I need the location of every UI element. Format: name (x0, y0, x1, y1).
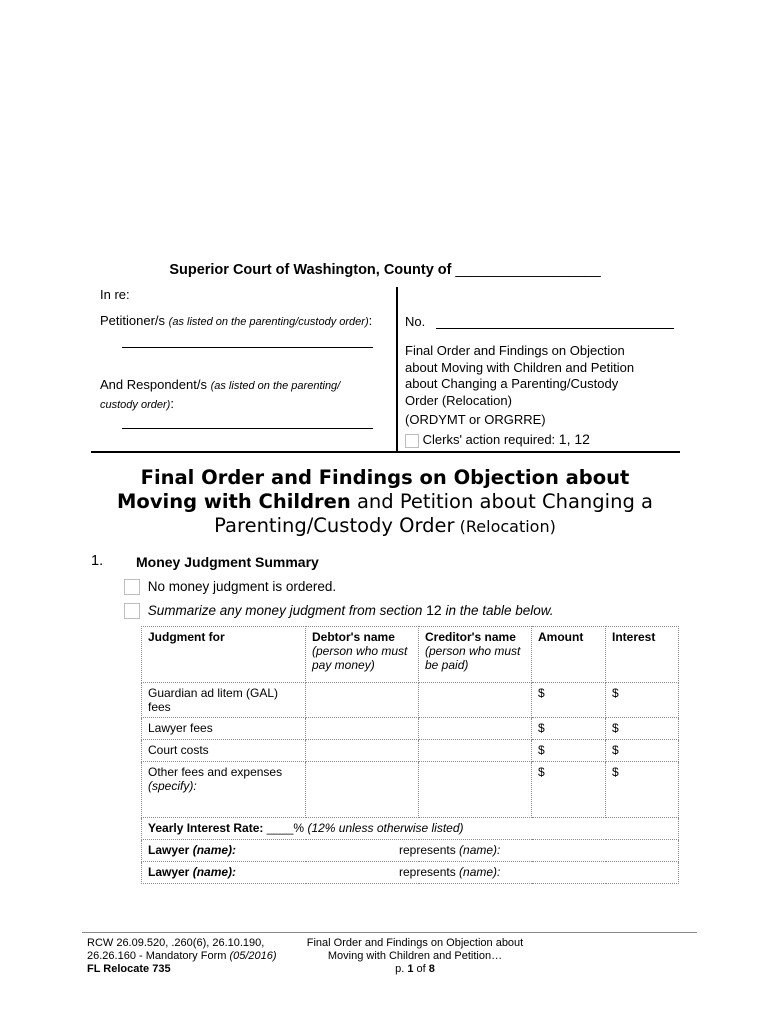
court-title (0, 262, 770, 278)
footer-title-2: Moving with Children and Petition… (327, 950, 503, 962)
clerk-action-row (405, 431, 590, 448)
respondent-label: And Respondent/s (100, 377, 207, 392)
amount-cell[interactable]: $ (532, 762, 606, 818)
row-label: Other fees and expenses (specify): (142, 762, 306, 818)
debtor-cell[interactable] (306, 762, 419, 818)
interest-rate-label: Yearly Interest Rate: (148, 821, 264, 835)
header-amount: Amount (532, 627, 606, 683)
clerk-action-label: Clerks' action required: (422, 432, 556, 447)
petitioner-name-line[interactable] (122, 347, 373, 348)
table-row (142, 683, 679, 718)
row-label: Guardian ad litem (GAL) fees (142, 683, 306, 718)
respondent-note-1: (as listed on the parenting/ (210, 380, 341, 392)
footer-page: p. 1 of 8 (395, 963, 435, 975)
summarize-label-pre: Summarize any money judgment from section (147, 603, 427, 618)
lawyer-row (142, 840, 679, 862)
header-debtor: Debtor's name (person who must pay money) (306, 627, 419, 683)
footer-center (300, 937, 530, 976)
option-no-judgment (124, 579, 336, 595)
table-row (142, 762, 679, 818)
heading-bold-2: Moving with Children (117, 490, 351, 513)
case-number-field[interactable] (436, 328, 674, 329)
respondent-label-group (100, 376, 380, 414)
summarize-label-post: in the table below. (441, 603, 554, 618)
lawyer-label: Lawyer (name): (148, 865, 237, 879)
debtor-cell[interactable] (306, 718, 419, 740)
row-label-sub: (specify): (148, 779, 197, 793)
footer-statutes: RCW 26.09.520, .260(6), 26.10.190, (87, 937, 265, 949)
doc-title-block (405, 343, 634, 409)
money-judgment-table (141, 626, 679, 884)
creditor-cell[interactable] (419, 762, 532, 818)
heading-relocation: (Relocation) (454, 517, 556, 536)
petitioner-label: Petitioner/s (100, 313, 166, 328)
header-interest: Interest (606, 627, 679, 683)
case-no-label: No. (405, 314, 426, 329)
in-re-label: In re: (100, 287, 130, 302)
footer-left (87, 937, 277, 976)
lawyer-label-note: (name): (192, 843, 237, 857)
header-judgment-for: Judgment for (142, 627, 306, 683)
footer-form-type: 26.26.160 - Mandatory Form (05/2016) (87, 950, 277, 962)
lawyer-label-note: (name): (192, 865, 237, 879)
clerk-action-checkbox[interactable] (405, 434, 419, 448)
no-judgment-label: No money judgment is ordered. (147, 579, 337, 594)
lawyer-row (142, 862, 679, 884)
lawyer-cell[interactable] (142, 840, 679, 862)
option-summarize (124, 602, 554, 619)
interest-rate-note: (12% unless otherwise listed) (304, 821, 464, 835)
respondent-colon: : (170, 396, 174, 411)
doc-title-line: Final Order and Findings on Objection (405, 343, 625, 358)
footer-form-date: (05/2016) (229, 950, 277, 962)
interest-rate-cell[interactable] (142, 818, 679, 840)
heading-bold-1: Final Order and Findings on Objection about (140, 466, 630, 489)
debtor-cell[interactable] (306, 740, 419, 762)
represents-label: represents (name): (399, 843, 501, 857)
court-label: Superior Court of Washington, County of (169, 262, 452, 278)
county-blank[interactable]: __________________ (455, 262, 601, 278)
header-creditor: Creditor's name (person who must be paid) (419, 627, 532, 683)
interest-rate-row (142, 818, 679, 840)
header-creditor-sub: (person who must be paid) (425, 644, 521, 672)
petitioner-note: (as listed on the parenting/custody order) (168, 316, 369, 328)
interest-cell[interactable]: $ (606, 740, 679, 762)
amount-cell[interactable]: $ (532, 740, 606, 762)
debtor-cell[interactable] (306, 683, 419, 718)
doc-title-line: Order (Relocation) (405, 392, 512, 408)
table-header-row (142, 627, 679, 683)
no-judgment-checkbox[interactable] (124, 579, 140, 595)
interest-cell[interactable]: $ (606, 683, 679, 718)
amount-cell[interactable]: $ (532, 683, 606, 718)
respondent-name-line[interactable] (122, 428, 373, 429)
interest-cell[interactable]: $ (606, 762, 679, 818)
footer-form-id: FL Relocate 735 (87, 963, 171, 975)
heading-line-3: Parenting/Custody Order (214, 514, 455, 537)
table-row (142, 740, 679, 762)
respondent-note-2: custody order) (100, 399, 171, 411)
summarize-checkbox[interactable] (124, 603, 140, 619)
creditor-cell[interactable] (419, 740, 532, 762)
section-number: 1. (91, 553, 104, 569)
footer-rule (82, 932, 697, 933)
interest-cell[interactable]: $ (606, 718, 679, 740)
header-debtor-sub: (person who must pay money) (312, 644, 408, 672)
represents-note: (name): (459, 865, 501, 879)
doc-code: (ORDYMT or ORGRRE) (405, 412, 546, 427)
row-label: Court costs (142, 740, 306, 762)
creditor-cell[interactable] (419, 718, 532, 740)
section-title: Money Judgment Summary (136, 554, 319, 570)
summarize-section-number: 12 (426, 602, 442, 618)
doc-title-line: about Moving with Children and Petition (405, 359, 635, 375)
footer-page-total: 8 (428, 963, 435, 975)
lawyer-label: Lawyer (name): (148, 843, 237, 857)
table-row (142, 718, 679, 740)
row-label: Lawyer fees (142, 718, 306, 740)
petitioner-colon: : (368, 313, 373, 328)
petitioner-label-group (100, 313, 372, 328)
caption-divider (396, 287, 398, 453)
document-heading (0, 466, 770, 539)
caption-bottom-rule (91, 451, 680, 453)
footer-title-1: Final Order and Findings on Objection about (306, 937, 524, 949)
heading-normal-2: and Petition about Changing a (350, 490, 653, 513)
footer-page-number: 1 (407, 963, 414, 975)
represents-label: represents (name): (399, 865, 501, 879)
lawyer-cell[interactable] (142, 862, 679, 884)
creditor-cell[interactable] (419, 683, 532, 718)
amount-cell[interactable]: $ (532, 718, 606, 740)
clerk-action-sections: 1, 12 (558, 431, 590, 447)
interest-rate-blank[interactable]: ____% (266, 821, 305, 835)
represents-note: (name): (459, 843, 501, 857)
doc-title-line: about Changing a Parenting/Custody (405, 376, 619, 391)
